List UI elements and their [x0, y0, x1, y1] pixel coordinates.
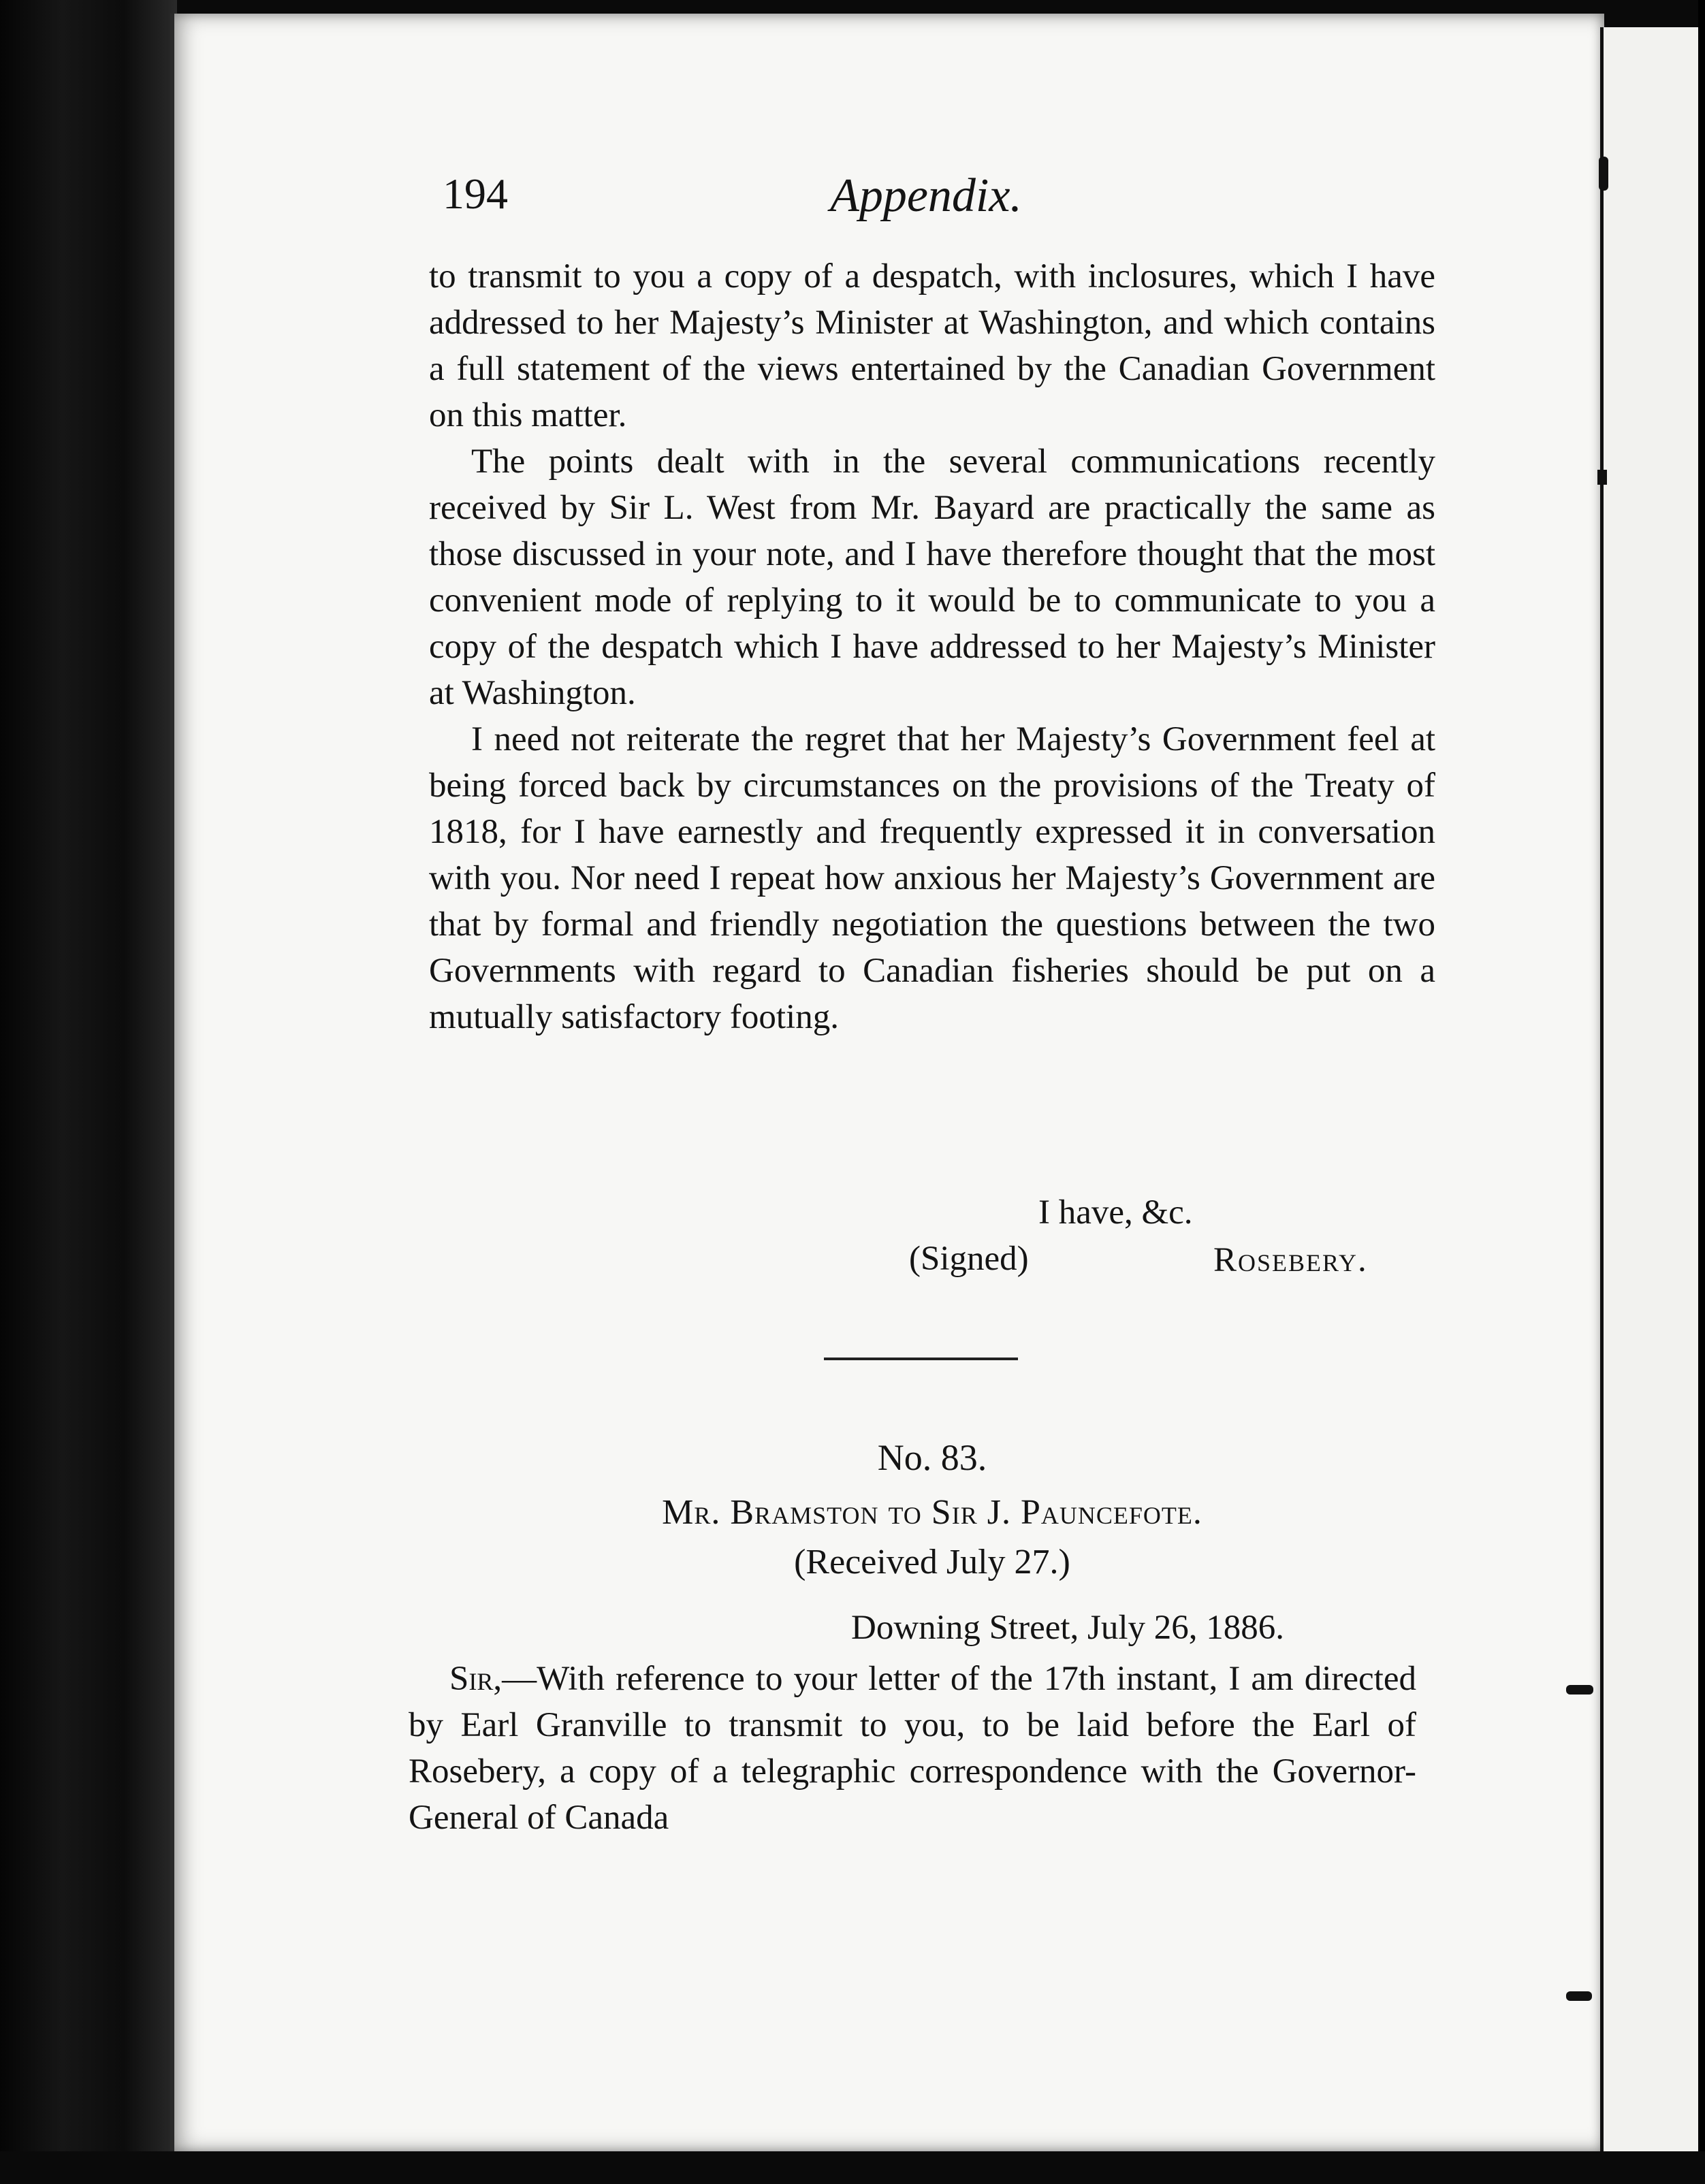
document-number: No. 83. — [877, 1437, 987, 1478]
paragraph: to transmit to you a copy of a despatch, with inclosures, which I have addressed to her Majesty’s Minister at Washington, and which contains a full statement of the views entertained by the Canadian Government on this matter. — [429, 257, 1435, 434]
binding-mark — [1566, 1685, 1593, 1695]
letter-body-text: —With reference to your letter of the 17th instant, I am directed by Earl Granville to transmit to you, to be laid before the Earl of Rosebery, a copy of a telegraphic correspondence with the Governor-General of Canada — [409, 1660, 1416, 1837]
section-divider — [824, 1358, 1018, 1360]
book-binding — [0, 0, 177, 2184]
paragraph: I need not reiterate the regret that her Majesty’s Government feel at being forced back by circumstances on the provisions of the Treaty of 1818, for I have earnestly and frequently expressed it in conversation with you. Nor need I repeat how anxious her Majesty’s Government are that by formal and friendly negotiation the questions between the two Governments with regard to Canadian fisheries should be put on a mutually satisfactory footing. — [429, 720, 1435, 1036]
binding-mark — [1566, 1991, 1592, 2001]
salutation: Sir, — [449, 1660, 503, 1698]
facing-page-edge — [1600, 27, 1705, 2151]
letter-continuation — [429, 253, 1435, 1040]
scan-edge-right — [1698, 0, 1705, 2184]
received-date: (Received July 27.) — [794, 1543, 1070, 1581]
binding-mark — [1599, 157, 1608, 191]
signatory: Rosebery. — [1213, 1241, 1368, 1279]
page-number: 194 — [443, 170, 508, 218]
letter-body — [409, 1656, 1416, 1841]
letter-closing: I have, &c. — [1038, 1193, 1193, 1232]
running-title: Appendix. — [830, 170, 1022, 222]
paragraph: The points dealt with in the several communications recently received by Sir L. West from Mr. Bayard are practically the same as those discussed in your note, and I have therefore thought that the most convenient mode of replying to it would be to communicate to you a copy of the despatch which I have addressed to her Majesty’s Minister at Washington. — [429, 443, 1435, 712]
scan-edge-bottom — [0, 2151, 1705, 2184]
signed-label: (Signed) — [909, 1240, 1029, 1278]
dateline: Downing Street, July 26, 1886. — [851, 1609, 1285, 1647]
letter-heading: Mr. Bramston to Sir J. Pauncefote. — [662, 1493, 1202, 1532]
running-head — [443, 169, 1409, 230]
binding-mark — [1597, 470, 1607, 485]
